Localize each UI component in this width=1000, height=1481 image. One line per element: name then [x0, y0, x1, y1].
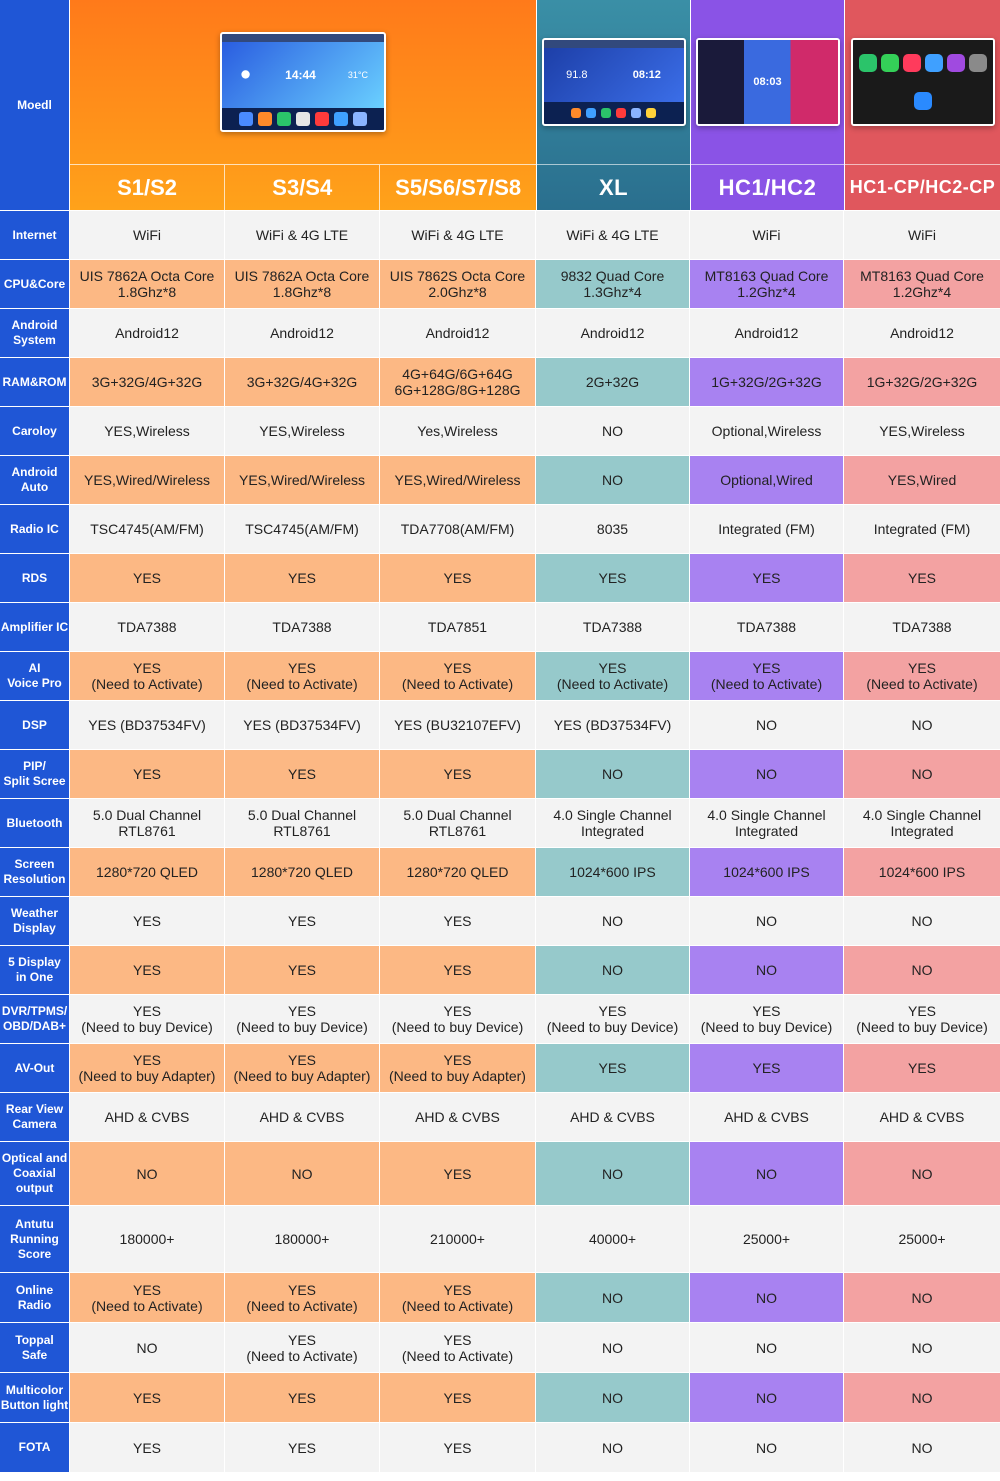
table-cell: AHD & CVBS: [844, 1093, 1000, 1141]
table-cell: NO: [536, 946, 690, 994]
table-row: [0, 651, 1000, 700]
table-cell: NO: [225, 1142, 380, 1205]
table-cell: YES: [844, 1044, 1000, 1092]
table-row: [0, 259, 1000, 308]
header-hc: [690, 0, 844, 210]
table-row: [0, 553, 1000, 602]
row-label: Amplifier IC: [0, 603, 70, 651]
table-cell: YES (Need to Activate): [225, 1273, 380, 1322]
table-row: [0, 700, 1000, 749]
row-label: Toppal Safe: [0, 1323, 70, 1372]
row-label: Android Auto: [0, 456, 70, 504]
table-cell: 8035: [536, 505, 690, 553]
table-cell: YES (Need to buy Device): [380, 995, 536, 1043]
table-cell: YES: [536, 1044, 690, 1092]
table-cell: TSC4745(AM/FM): [70, 505, 225, 553]
table-cell: Android12: [536, 309, 690, 357]
row-label: RAM&ROM: [0, 358, 70, 406]
table-cell: NO: [70, 1142, 225, 1205]
table-cell: YES: [844, 554, 1000, 602]
table-row: [0, 602, 1000, 651]
table-cell: 4G+64G/6G+64G 6G+128G/8G+128G: [380, 358, 536, 406]
table-cell: YES,Wireless: [70, 407, 225, 455]
table-cell: YES: [225, 897, 380, 945]
table-cell: YES: [225, 750, 380, 798]
row-label: Radio IC: [0, 505, 70, 553]
row-label: DVR/TPMS/ OBD/DAB+: [0, 995, 70, 1043]
table-cell: YES (Need to buy Device): [225, 995, 380, 1043]
table-cell: YES (Need to Activate): [225, 1323, 380, 1372]
table-cell: NO: [690, 750, 844, 798]
row-label: CPU&Core: [0, 260, 70, 308]
table-cell: 1024*600 IPS: [844, 848, 1000, 896]
table-cell: WiFi: [690, 211, 844, 259]
table-cell: UIS 7862S Octa Core 2.0Ghz*8: [380, 260, 536, 308]
table-cell: AHD & CVBS: [690, 1093, 844, 1141]
table-cell: 25000+: [844, 1206, 1000, 1272]
table-cell: YES (BD37534FV): [225, 701, 380, 749]
phone-app-icon: [859, 54, 877, 72]
hc-screen: [696, 38, 840, 126]
corner-label: Moedl: [0, 0, 70, 210]
table-cell: NO: [844, 1142, 1000, 1205]
table-cell: NO: [844, 1423, 1000, 1472]
table-cell: WiFi: [70, 211, 225, 259]
table-cell: YES (Need to buy Adapter): [225, 1044, 380, 1092]
table-cell: 9832 Quad Core 1.3Ghz*4: [536, 260, 690, 308]
table-cell: NO: [690, 1142, 844, 1205]
table-cell: 210000+: [380, 1206, 536, 1272]
header-cp: [844, 0, 1000, 210]
table-cell: NO: [844, 750, 1000, 798]
navigation-app-icon: [914, 92, 932, 110]
header-row: [0, 0, 1000, 210]
row-label: PIP/ Split Scree: [0, 750, 70, 798]
table-cell: Optional,Wired: [690, 456, 844, 504]
table-cell: WiFi: [844, 211, 1000, 259]
header-s-series: [70, 0, 536, 210]
table-row: [0, 1272, 1000, 1322]
table-cell: UIS 7862A Octa Core 1.8Ghz*8: [70, 260, 225, 308]
row-label: AV-Out: [0, 1044, 70, 1092]
table-cell: YES (Need to Activate): [70, 1273, 225, 1322]
table-row: [0, 504, 1000, 553]
table-row: [0, 455, 1000, 504]
table-cell: AHD & CVBS: [225, 1093, 380, 1141]
xl-radio: 91.8: [566, 69, 588, 81]
model-name: S5/S6/S7/S8: [395, 174, 522, 200]
table-cell: NO: [844, 946, 1000, 994]
table-cell: YES (Need to buy Device): [844, 995, 1000, 1043]
table-cell: YES: [380, 1373, 536, 1422]
table-cell: YES: [380, 897, 536, 945]
table-cell: NO: [690, 1423, 844, 1472]
table-cell: YES (Need to Activate): [380, 1273, 536, 1322]
table-cell: YES,Wireless: [225, 407, 380, 455]
table-cell: 5.0 Dual Channel RTL8761: [380, 799, 536, 847]
table-cell: NO: [690, 1323, 844, 1372]
table-cell: TDA7388: [70, 603, 225, 651]
table-cell: YES (Need to buy Device): [690, 995, 844, 1043]
s-series-names: [70, 164, 536, 210]
row-label: Screen Resolution: [0, 848, 70, 896]
row-label: Multicolor Button light: [0, 1373, 70, 1422]
table-cell: YES: [380, 1142, 536, 1205]
table-cell: YES: [225, 1423, 380, 1472]
table-cell: YES (BD37534FV): [536, 701, 690, 749]
table-cell: YES: [225, 554, 380, 602]
table-cell: 4.0 Single Channel Integrated: [536, 799, 690, 847]
table-cell: YES: [70, 554, 225, 602]
row-label: 5 Display in One: [0, 946, 70, 994]
messages-app-icon: [881, 54, 899, 72]
table-cell: 180000+: [225, 1206, 380, 1272]
table-cell: 1280*720 QLED: [380, 848, 536, 896]
table-row: [0, 406, 1000, 455]
model-name: S1/S2: [70, 165, 225, 210]
table-row: [0, 798, 1000, 847]
table-cell: YES (Need to buy Adapter): [380, 1044, 536, 1092]
table-cell: Optional,Wireless: [690, 407, 844, 455]
table-cell: YES: [70, 1423, 225, 1472]
table-cell: NO: [844, 1273, 1000, 1322]
table-cell: NO: [536, 750, 690, 798]
table-cell: 1280*720 QLED: [225, 848, 380, 896]
cp-image: [845, 0, 1000, 164]
table-row: [0, 357, 1000, 406]
spec-table: [0, 210, 1000, 1472]
table-cell: WiFi & 4G LTE: [536, 211, 690, 259]
table-cell: YES,Wired/Wireless: [225, 456, 380, 504]
table-cell: Android12: [844, 309, 1000, 357]
row-label: FOTA: [0, 1423, 70, 1472]
table-cell: NO: [690, 1273, 844, 1322]
table-cell: Yes,Wireless: [380, 407, 536, 455]
table-cell: WiFi & 4G LTE: [380, 211, 536, 259]
table-cell: 1024*600 IPS: [690, 848, 844, 896]
xl-image: [537, 0, 690, 164]
table-cell: 5.0 Dual Channel RTL8761: [70, 799, 225, 847]
row-label: DSP: [0, 701, 70, 749]
row-label: Rear View Camera: [0, 1093, 70, 1141]
xl-clock: 08:12: [632, 69, 661, 81]
xl-screen: [542, 38, 686, 126]
table-cell: YES (BU32107EFV): [380, 701, 536, 749]
table-row: [0, 945, 1000, 994]
table-row: [0, 749, 1000, 798]
table-cell: YES: [690, 554, 844, 602]
table-cell: 5.0 Dual Channel RTL8761: [225, 799, 380, 847]
car-icon: ⚫: [238, 64, 254, 85]
table-cell: YES (Need to Activate): [690, 652, 844, 700]
header-xl: [536, 0, 690, 210]
table-cell: Integrated (FM): [690, 505, 844, 553]
table-cell: Android12: [690, 309, 844, 357]
row-label: Bluetooth: [0, 799, 70, 847]
table-cell: YES: [70, 750, 225, 798]
row-label: Antutu Running Score: [0, 1206, 70, 1272]
table-row: [0, 1372, 1000, 1422]
table-cell: NO: [844, 1373, 1000, 1422]
row-label: Weather Display: [0, 897, 70, 945]
table-row: [0, 994, 1000, 1043]
table-cell: YES: [380, 750, 536, 798]
row-label: AI Voice Pro: [0, 652, 70, 700]
table-cell: AHD & CVBS: [70, 1093, 225, 1141]
table-cell: Android12: [380, 309, 536, 357]
table-cell: UIS 7862A Octa Core 1.8Ghz*8: [225, 260, 380, 308]
table-cell: WiFi & 4G LTE: [225, 211, 380, 259]
app-dock: [222, 108, 384, 130]
table-row: [0, 1141, 1000, 1205]
model-name: S3/S4: [225, 165, 380, 210]
table-cell: AHD & CVBS: [536, 1093, 690, 1141]
music-app-icon: [903, 54, 921, 72]
table-cell: 4.0 Single Channel Integrated: [690, 799, 844, 847]
table-cell: TDA7388: [536, 603, 690, 651]
table-row: [0, 1205, 1000, 1272]
table-cell: NO: [690, 1373, 844, 1422]
table-cell: MT8163 Quad Core 1.2Ghz*4: [690, 260, 844, 308]
table-cell: 1G+32G/2G+32G: [844, 358, 1000, 406]
table-cell: YES: [536, 554, 690, 602]
table-cell: YES,Wired/Wireless: [70, 456, 225, 504]
table-cell: TDA7388: [225, 603, 380, 651]
table-cell: YES (Need to Activate): [380, 652, 536, 700]
table-cell: TDA7388: [844, 603, 1000, 651]
table-cell: YES: [225, 946, 380, 994]
table-cell: NO: [844, 701, 1000, 749]
table-row: [0, 210, 1000, 259]
table-cell: NO: [70, 1323, 225, 1372]
table-cell: YES: [380, 554, 536, 602]
s-series-clock: 14:44: [285, 68, 316, 82]
table-cell: NO: [536, 897, 690, 945]
hc-clock: 08:03: [753, 76, 782, 88]
table-cell: NO: [844, 1323, 1000, 1372]
cp-screen: [851, 38, 995, 126]
table-cell: NO: [536, 1423, 690, 1472]
table-row: [0, 308, 1000, 357]
row-label: RDS: [0, 554, 70, 602]
app-dock: [544, 102, 684, 124]
table-cell: YES: [380, 946, 536, 994]
table-cell: 4.0 Single Channel Integrated: [844, 799, 1000, 847]
settings-app-icon: [969, 54, 987, 72]
table-cell: TDA7388: [690, 603, 844, 651]
table-cell: YES,Wired/Wireless: [380, 456, 536, 504]
table-cell: NO: [844, 897, 1000, 945]
table-cell: NO: [536, 1323, 690, 1372]
table-cell: 180000+: [70, 1206, 225, 1272]
row-label: Online Radio: [0, 1273, 70, 1322]
table-cell: 1G+32G/2G+32G: [690, 358, 844, 406]
table-cell: YES: [380, 1423, 536, 1472]
table-cell: 3G+32G/4G+32G: [70, 358, 225, 406]
table-cell: AHD & CVBS: [380, 1093, 536, 1141]
table-cell: YES: [690, 1044, 844, 1092]
table-cell: 2G+32G: [536, 358, 690, 406]
table-cell: NO: [690, 946, 844, 994]
hc-image: [691, 0, 844, 164]
table-row: [0, 847, 1000, 896]
table-cell: YES (Need to buy Device): [70, 995, 225, 1043]
table-cell: NO: [536, 1142, 690, 1205]
podcasts-app-icon: [947, 54, 965, 72]
table-cell: 1024*600 IPS: [536, 848, 690, 896]
table-cell: YES (Need to buy Adapter): [70, 1044, 225, 1092]
table-cell: NO: [690, 701, 844, 749]
table-cell: YES,Wired: [844, 456, 1000, 504]
table-cell: 40000+: [536, 1206, 690, 1272]
model-name: HC1/HC2: [691, 164, 844, 210]
table-cell: TDA7851: [380, 603, 536, 651]
table-cell: 1280*720 QLED: [70, 848, 225, 896]
row-label: Internet: [0, 211, 70, 259]
table-cell: NO: [536, 407, 690, 455]
table-row: [0, 1322, 1000, 1372]
model-name: HC1-CP/HC2-CP: [845, 164, 1000, 210]
table-cell: YES: [70, 1373, 225, 1422]
table-cell: YES: [70, 897, 225, 945]
table-cell: Integrated (FM): [844, 505, 1000, 553]
s-series-image: [70, 0, 536, 164]
table-cell: NO: [536, 456, 690, 504]
table-cell: NO: [536, 1373, 690, 1422]
row-label: Optical and Coaxial output: [0, 1142, 70, 1205]
table-cell: 3G+32G/4G+32G: [225, 358, 380, 406]
table-cell: YES: [225, 1373, 380, 1422]
table-cell: YES (Need to Activate): [70, 652, 225, 700]
table-cell: NO: [536, 1273, 690, 1322]
table-cell: YES (Need to Activate): [536, 652, 690, 700]
maps-app-icon: [925, 54, 943, 72]
table-cell: TSC4745(AM/FM): [225, 505, 380, 553]
s-series-screen: [220, 32, 386, 132]
table-cell: YES (BD37534FV): [70, 701, 225, 749]
table-cell: YES: [70, 946, 225, 994]
row-label: Caroloy: [0, 407, 70, 455]
table-cell: YES (Need to Activate): [225, 652, 380, 700]
row-label: Android System: [0, 309, 70, 357]
table-cell: 25000+: [690, 1206, 844, 1272]
table-cell: Android12: [70, 309, 225, 357]
table-row: [0, 1422, 1000, 1472]
model-name: XL: [537, 164, 690, 210]
table-cell: YES (Need to buy Device): [536, 995, 690, 1043]
table-cell: NO: [690, 897, 844, 945]
table-cell: YES,Wireless: [844, 407, 1000, 455]
table-cell: YES (Need to Activate): [380, 1323, 536, 1372]
table-cell: Android12: [225, 309, 380, 357]
s-series-temp: 31°C: [347, 70, 368, 80]
table-row: [0, 1092, 1000, 1141]
table-cell: YES (Need to Activate): [844, 652, 1000, 700]
table-row: [0, 896, 1000, 945]
table-row: [0, 1043, 1000, 1092]
table-cell: MT8163 Quad Core 1.2Ghz*4: [844, 260, 1000, 308]
table-cell: TDA7708(AM/FM): [380, 505, 536, 553]
